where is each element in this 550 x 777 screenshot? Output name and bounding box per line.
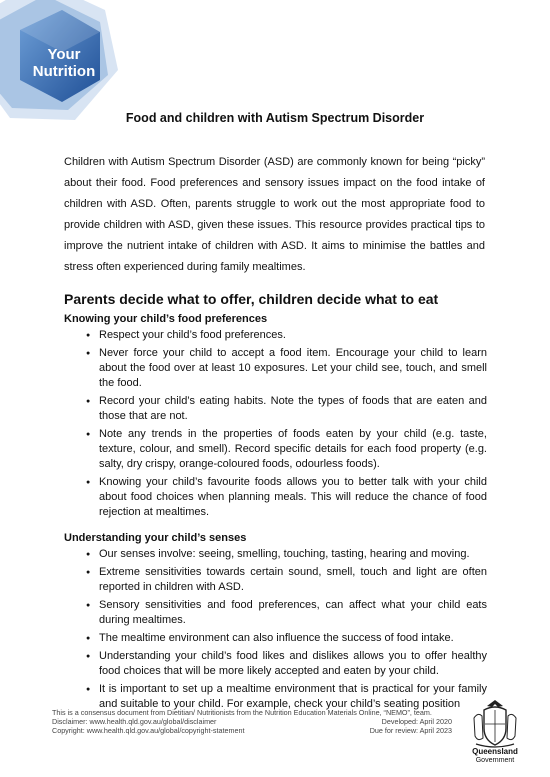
footer-disclaimer: Disclaimer: www.health.qld.gov.au/global/disclaimer [52, 717, 217, 726]
government-name: Queensland [472, 747, 518, 756]
list-item: ● Knowing your child’s favourite foods allows you to better talk with your child about food choices when planning meals. This will reduce the chance of food rejection at mealtimes. [64, 475, 487, 520]
page-title: Food and children with Autism Spectrum Disorder [125, 111, 425, 125]
senses-list [64, 547, 487, 715]
list-item: ● Respect your child’s food preferences. [64, 328, 487, 343]
list-item: ● Sensory sensitivities and food preferences, can affect what your child eats during mealtimes. [64, 598, 487, 628]
food-preferences-list [64, 328, 487, 523]
footer [52, 708, 452, 735]
list-item: ● Our senses involve: seeing, smelling, touching, tasting, hearing and moving. [64, 547, 487, 562]
footer-consensus: This is a consensus document from Dietitian/ Nutritionists from the Nutrition Education Materials Online, “NEMO”, team. [52, 708, 432, 717]
list-item: ● Note any trends in the properties of foods eaten by your child (e.g. taste, texture, colour, and smell). Record specific details for each food property (e.g. salty, dry crispy, orange-coloured foods, odourless foods). [64, 427, 487, 472]
footer-review: Due for review: April 2023 [369, 726, 452, 735]
footer-copyright: Copyright: www.health.qld.gov.au/global/copyright-statement [52, 726, 245, 735]
footer-developed: Developed: April 2020 [381, 717, 452, 726]
queensland-government-label [466, 748, 524, 765]
list-item: ● Never force your child to accept a food item. Encourage your child to learn about the food over at least 10 exposures. Let your child see, touch, and smell the food. [64, 346, 487, 391]
logo-text: Your Nutrition [32, 46, 96, 80]
subheading-senses: Understanding your child’s senses [64, 532, 247, 544]
list-item: ● It is important to set up a mealtime environment that is practical for your family and suitable to your child. For example, check your child’s seating position [64, 682, 487, 712]
government-sub: Government [475, 757, 515, 764]
intro-paragraph: Children with Autism Spectrum Disorder (ASD) are commonly known for being “picky” about their food. Food preferences and sensory issues impact on the food intake of children with ASD. Often, parents struggle to work out the most appropriate food to provide children with ASD, given these issues. This resource provides practical tips to improve the nutrient intake of children with ASD. It aims to minimise the battles and stress often experienced during family mealtimes. [64, 156, 485, 273]
list-item: ● Record your child’s eating habits. Note the types of foods that are eaten and those that are not. [64, 394, 487, 424]
list-item: ● Extreme sensitivities towards certain sound, smell, touch and light are often reported in children with ASD. [64, 565, 487, 595]
list-item: ● The mealtime environment can also influence the success of food intake. [64, 631, 487, 646]
subheading-food-preferences: Knowing your child’s food preferences [64, 313, 268, 325]
section-heading: Parents decide what to offer, children decide what to eat [64, 291, 439, 307]
list-item: ● Understanding your child’s food likes and dislikes allows you to offer healthy food choices that will be more likely accepted and eaten by your child. [64, 649, 487, 679]
